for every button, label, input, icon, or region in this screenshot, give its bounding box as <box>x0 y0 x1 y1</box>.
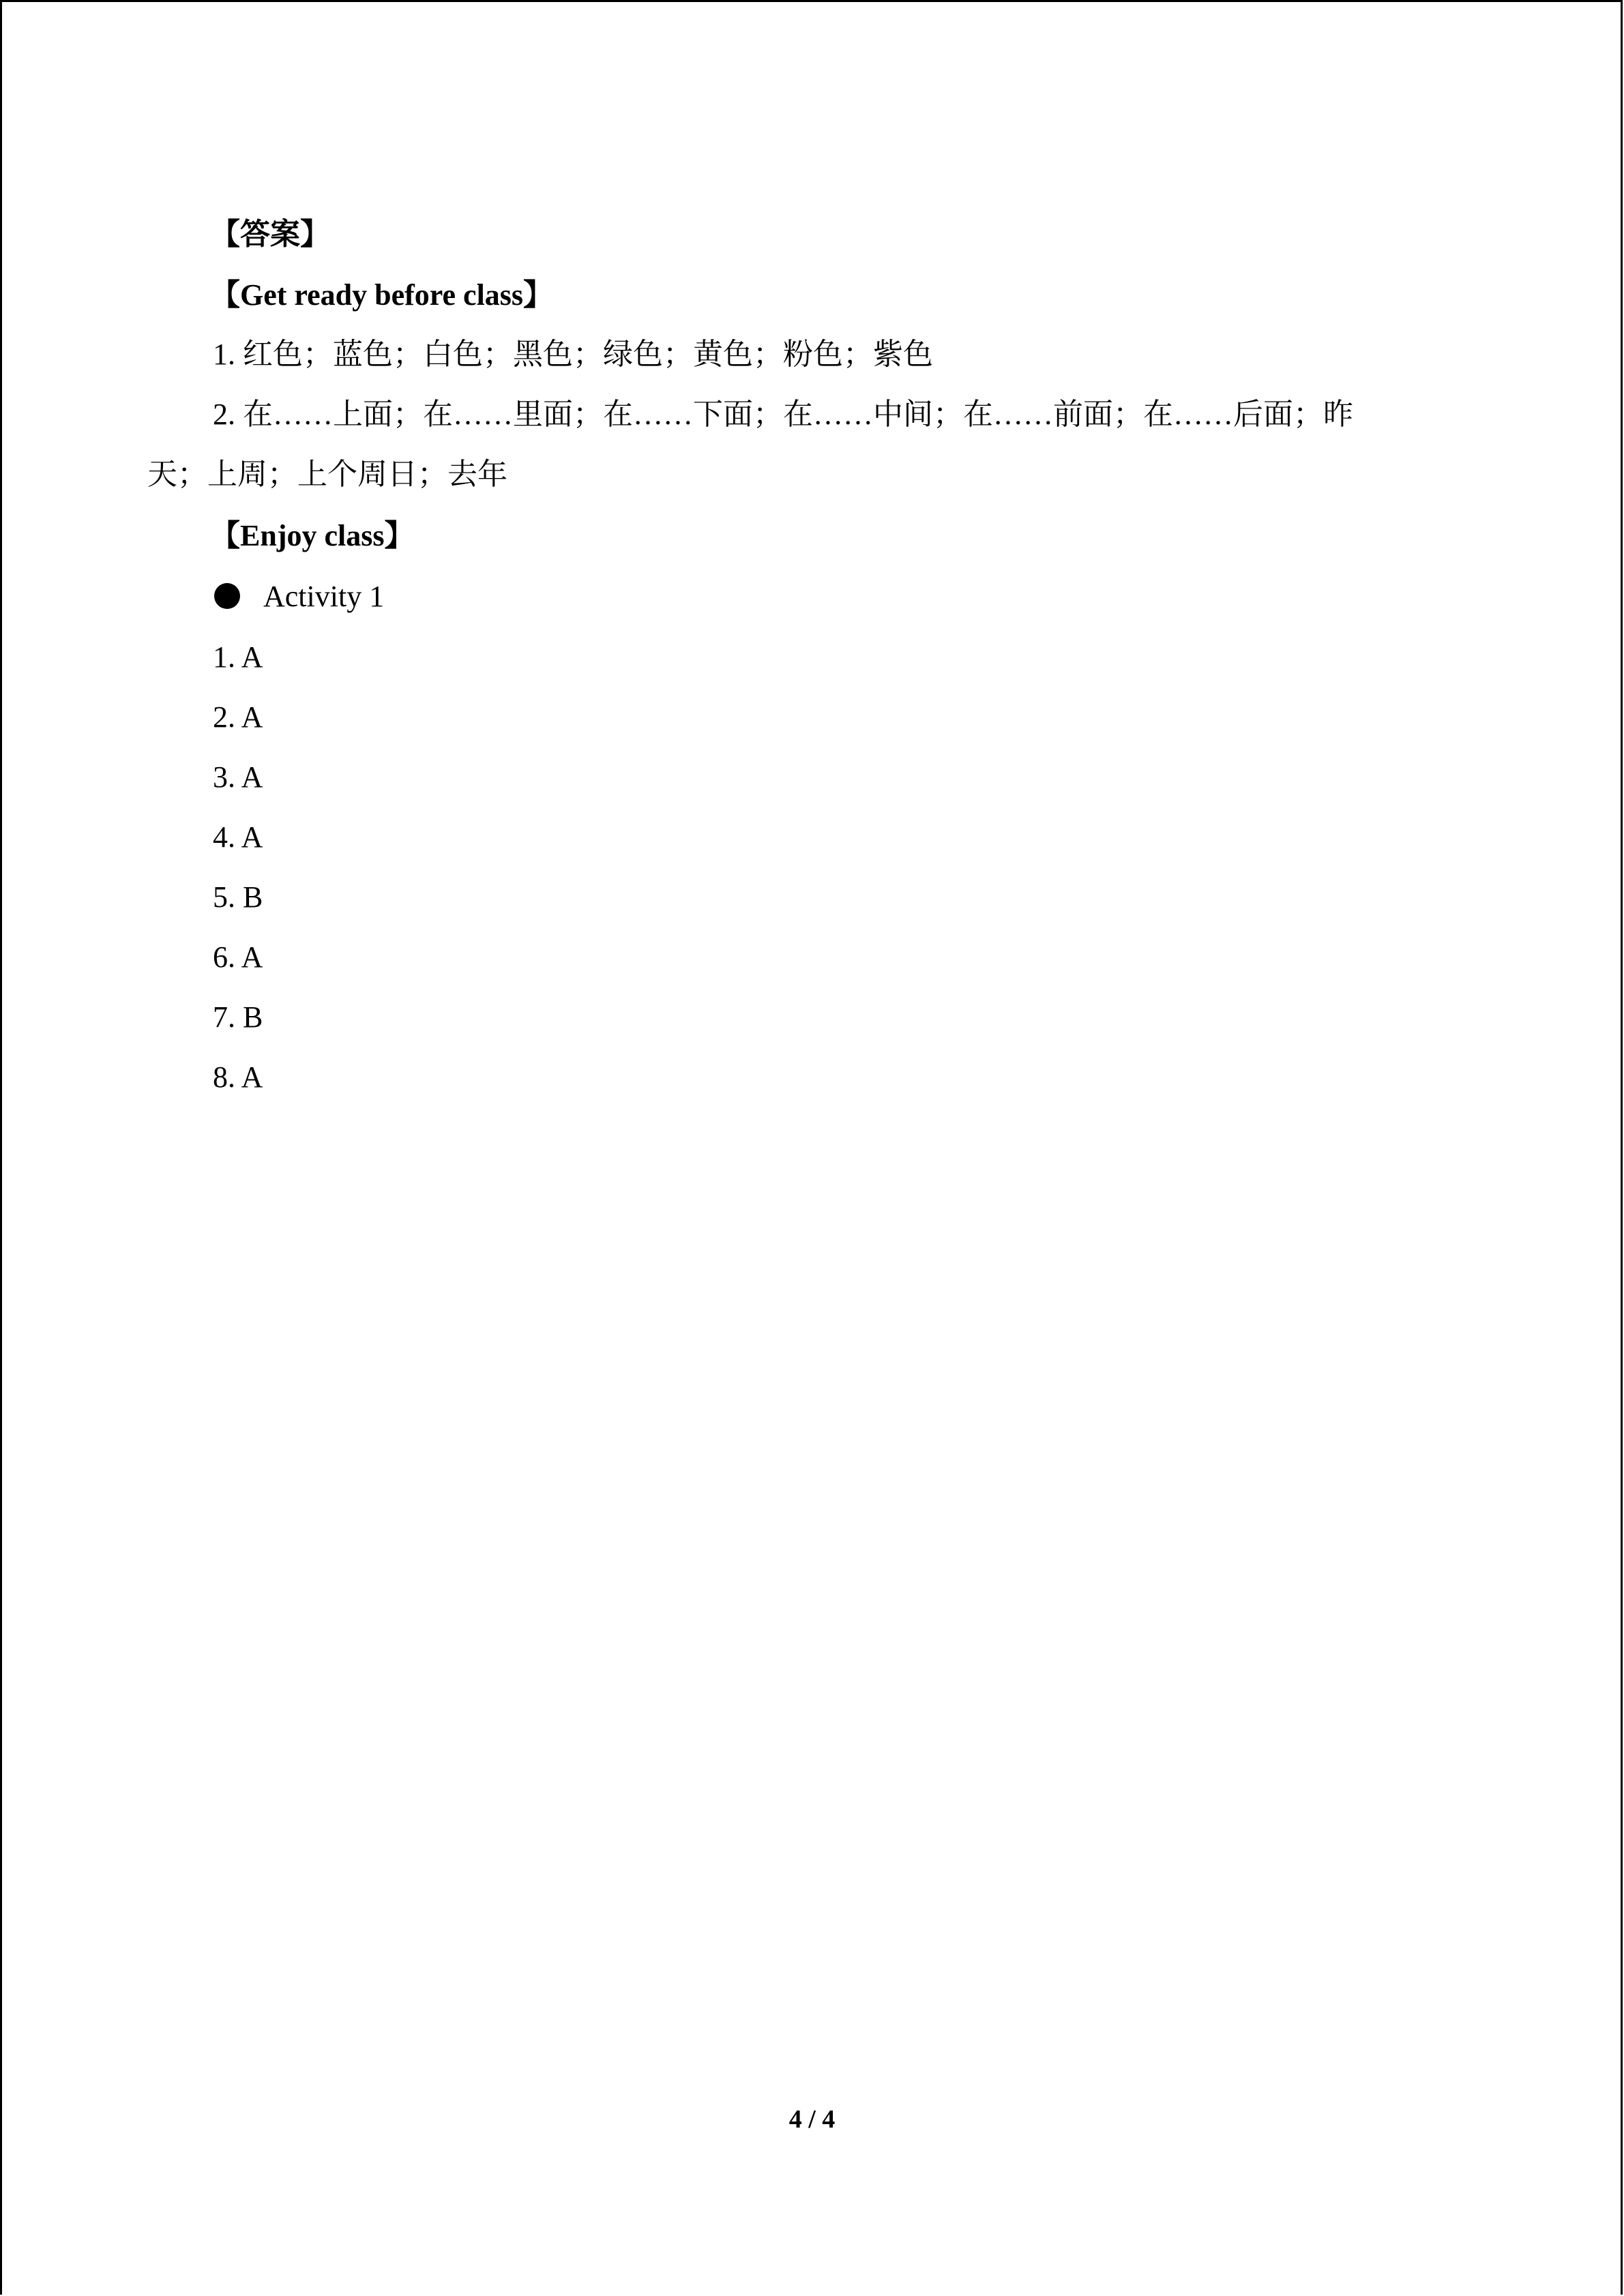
get-ready-item-2-line-1: 2. 在……上面；在……里面；在……下面；在……中间；在……前面；在……后面；昨 <box>213 398 1353 431</box>
bullet-icon <box>214 583 240 609</box>
page-number: 4 / 4 <box>788 2105 836 2134</box>
answer-heading: 【答案】 <box>210 218 330 251</box>
section-get-ready-heading: 【Get ready before class】 <box>210 278 554 312</box>
answer-item: 4. A <box>213 820 263 854</box>
get-ready-item-1: 1. 红色；蓝色；白色；黑色；绿色；黄色；粉色；紫色 <box>213 338 933 371</box>
activity-heading <box>214 576 384 617</box>
answer-item: 5. B <box>213 880 263 914</box>
answer-item: 6. A <box>213 940 263 974</box>
answer-item: 1. A <box>213 640 263 674</box>
get-ready-item-2-line-2: 天；上周；上个周日；去年 <box>147 458 507 491</box>
answer-item: 3. A <box>213 760 263 794</box>
section-enjoy-class-heading: 【Enjoy class】 <box>210 519 415 552</box>
answer-item: 7. B <box>213 1000 263 1034</box>
answer-item: 8. A <box>213 1060 263 1094</box>
activity-label: Activity 1 <box>263 580 385 613</box>
answer-item: 2. A <box>213 700 263 734</box>
